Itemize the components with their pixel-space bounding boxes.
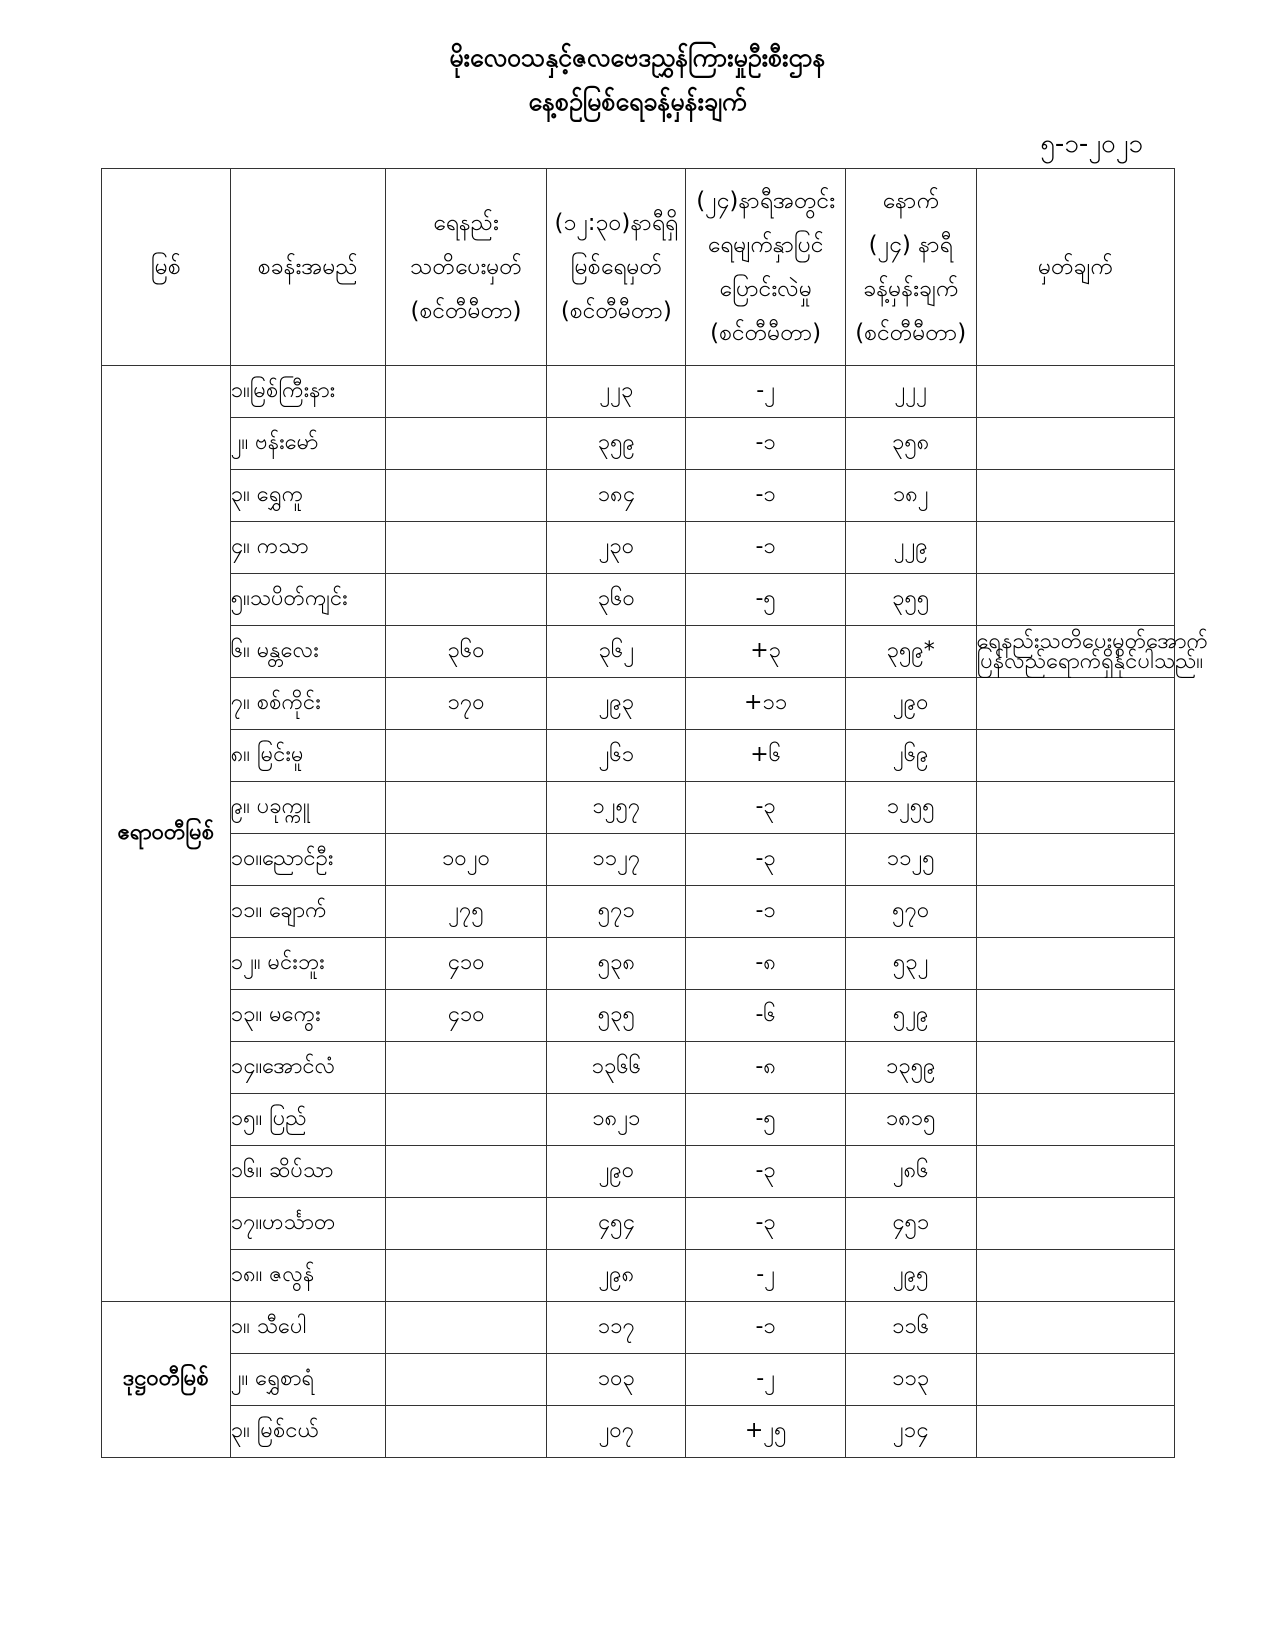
table-header-row (102, 169, 1175, 366)
table-row (102, 1302, 1175, 1354)
table-row (102, 418, 1175, 470)
change-cell: -၃ (686, 1198, 845, 1250)
header-danger-level: ရေနည်း သတိပေးမှတ် (စင်တီမီတာ) (385, 169, 546, 366)
station-cell: ၂။ ဗန်းမော် (230, 418, 385, 470)
observed-level-cell: ၅၃၈ (547, 938, 686, 990)
remark-cell (976, 418, 1174, 470)
danger-level-cell: ၁၇၀ (385, 678, 546, 730)
station-cell: ၉။ ပခုက္ကူ (230, 782, 385, 834)
change-cell: -၁ (686, 418, 845, 470)
table-row (102, 782, 1175, 834)
document-title: မိုးလေဝသနှင့်ဇလဗေဒညွှန်ကြားမှုဦးစီးဌာန (449, 43, 826, 72)
forecast-cell: ၅၃၂ (845, 938, 976, 990)
change-cell: -၁ (686, 522, 845, 574)
table-body (102, 366, 1209, 1458)
remark-cell (976, 1302, 1174, 1354)
change-cell: -၅ (686, 574, 845, 626)
remark-cell (976, 678, 1174, 730)
station-cell: ၁၈။ ဇလွန် (230, 1250, 385, 1302)
remark-cell (976, 990, 1174, 1042)
forecast-cell: ၁၈၁၅ (845, 1094, 976, 1146)
change-cell: -၁ (686, 1302, 845, 1354)
change-cell: -၂ (686, 1354, 845, 1406)
danger-level-cell (385, 418, 546, 470)
change-cell: -၂ (686, 366, 845, 418)
danger-level-cell: ၄၁၀ (385, 938, 546, 990)
header-forecast: နောက် (၂၄) နာရီ ခန့်မှန်းချက် (စင်တီမီတာ) (845, 169, 976, 366)
change-cell: -၈ (686, 938, 845, 990)
observed-level-cell: ၁၈၄ (547, 470, 686, 522)
station-cell: ၁၁။ ချောက် (230, 886, 385, 938)
observed-level-cell: ၅၇၁ (547, 886, 686, 938)
danger-level-cell: ၄၁၀ (385, 990, 546, 1042)
forecast-cell: ၃၅၈ (845, 418, 976, 470)
header-station: စခန်းအမည် (230, 169, 385, 366)
change-cell: -၅ (686, 1094, 845, 1146)
danger-level-cell: ၁၀၂၀ (385, 834, 546, 886)
station-cell: ၃။ ရွှေကူ (230, 470, 385, 522)
danger-level-cell (385, 1354, 546, 1406)
change-cell: -၁ (686, 886, 845, 938)
forecast-cell: ၂၉၅ (845, 1250, 976, 1302)
remark-cell (976, 1250, 1174, 1302)
table-row (102, 730, 1175, 782)
observed-level-cell: ၂၃၀ (547, 522, 686, 574)
danger-level-cell (385, 1406, 546, 1458)
station-cell: ၁၄။အောင်လံ (230, 1042, 385, 1094)
river-name-cell: ဒုဋ္ဌဝတီမြစ် (102, 1302, 231, 1458)
station-cell: ၃။ မြစ်ငယ် (230, 1406, 385, 1458)
remark-cell (976, 1198, 1174, 1250)
danger-level-cell (385, 1146, 546, 1198)
remark-cell (976, 574, 1174, 626)
remark-cell (976, 366, 1174, 418)
table-row (102, 886, 1175, 938)
header-river: မြစ် (102, 169, 231, 366)
table-row (102, 574, 1175, 626)
forecast-cell: ၁၈၂ (845, 470, 976, 522)
danger-level-cell (385, 730, 546, 782)
header-remarks: မှတ်ချက် (976, 169, 1174, 366)
observed-level-cell: ၁၀၃ (547, 1354, 686, 1406)
change-cell: +၂၅ (686, 1406, 845, 1458)
forecast-cell: ၂၆၉ (845, 730, 976, 782)
table-row (102, 1198, 1175, 1250)
forecast-cell: ၂၈၆ (845, 1146, 976, 1198)
change-cell: +၁၁ (686, 678, 845, 730)
observed-level-cell: ၁၂၅၇ (547, 782, 686, 834)
change-cell: +၃ (686, 626, 845, 678)
danger-level-cell (385, 522, 546, 574)
remark-cell (976, 1354, 1174, 1406)
table-row (102, 1406, 1175, 1458)
observed-level-cell: ၂၉၈ (547, 1250, 686, 1302)
danger-level-cell: ၃၆၀ (385, 626, 546, 678)
forecast-cell: ၃၅၉* (845, 626, 976, 678)
change-cell: -၃ (686, 1146, 845, 1198)
danger-level-cell (385, 1302, 546, 1354)
danger-level-cell (385, 782, 546, 834)
change-cell: -၃ (686, 834, 845, 886)
change-cell: -၈ (686, 1042, 845, 1094)
station-cell: ၂။ ရွှေစာရံ (230, 1354, 385, 1406)
change-cell: -၂ (686, 1250, 845, 1302)
remark-cell (976, 886, 1174, 938)
danger-level-cell (385, 1042, 546, 1094)
table-row (102, 834, 1175, 886)
remark-cell (976, 1146, 1174, 1198)
station-cell: ၁၃။ မကွေး (230, 990, 385, 1042)
table-row (102, 1250, 1175, 1302)
observed-level-cell: ၃၆၂ (547, 626, 686, 678)
danger-level-cell: ၂၇၅ (385, 886, 546, 938)
forecast-cell: ၅၇၀ (845, 886, 976, 938)
observed-level-cell: ၁၁၇ (547, 1302, 686, 1354)
table-row (102, 990, 1175, 1042)
forecast-cell: ၂၉၀ (845, 678, 976, 730)
forecast-cell: ၁၁၆ (845, 1302, 976, 1354)
station-cell: ၁။ သီပေါ (230, 1302, 385, 1354)
danger-level-cell (385, 1198, 546, 1250)
change-cell: -၆ (686, 990, 845, 1042)
table-row (102, 1354, 1175, 1406)
observed-level-cell: ၄၅၄ (547, 1198, 686, 1250)
observed-level-cell: ၂၂၃ (547, 366, 686, 418)
station-cell: ၇။ စစ်ကိုင်း (230, 678, 385, 730)
document-date: ၅-၁-၂၀၂၁ (1040, 129, 1143, 159)
danger-level-cell (385, 574, 546, 626)
observed-level-cell: ၁၁၂၇ (547, 834, 686, 886)
station-cell: ၈။ မြင်းမူ (230, 730, 385, 782)
forecast-cell: ၂၂၉ (845, 522, 976, 574)
observed-level-cell: ၃၆၀ (547, 574, 686, 626)
table-row (102, 366, 1175, 418)
remark-cell (976, 470, 1174, 522)
observed-level-cell: ၂၆၁ (547, 730, 686, 782)
observed-level-cell: ၂၉၀ (547, 1146, 686, 1198)
station-cell: ၄။ ကသာ (230, 522, 385, 574)
forecast-cell: ၂၁၄ (845, 1406, 976, 1458)
remark-cell (976, 782, 1174, 834)
remark-cell (976, 1094, 1174, 1146)
station-cell: ၆။ မန္တလေး (230, 626, 385, 678)
danger-level-cell (385, 366, 546, 418)
forecast-cell: ၄၅၁ (845, 1198, 976, 1250)
observed-level-cell: ၂၉၃ (547, 678, 686, 730)
station-cell: ၅။သပိတ်ကျင်း (230, 574, 385, 626)
station-cell: ၁၅။ ပြည် (230, 1094, 385, 1146)
change-cell: -၁ (686, 470, 845, 522)
change-cell: +၆ (686, 730, 845, 782)
danger-level-cell (385, 1250, 546, 1302)
remark-cell (976, 1406, 1174, 1458)
forecast-cell: ၃၅၅ (845, 574, 976, 626)
observed-level-cell: ၂၀၇ (547, 1406, 686, 1458)
remark-line: ပြန်လည်ရောက်ရှိနိုင်ပါသည်။ (976, 648, 1204, 674)
change-cell: -၃ (686, 782, 845, 834)
river-name-cell: ဧရာဝတီမြစ် (102, 366, 231, 1302)
forecast-cell: ၁၁၃ (845, 1354, 976, 1406)
remark-cell (976, 938, 1174, 990)
remark-cell (976, 626, 1209, 678)
danger-level-cell (385, 1094, 546, 1146)
station-cell: ၁၆။ ဆိပ်သာ (230, 1146, 385, 1198)
header-observed-level: (၁၂:၃၀)နာရီရှိ မြစ်ရေမှတ် (စင်တီမီတာ) (547, 169, 686, 366)
forecast-cell: ၁၂၅၅ (845, 782, 976, 834)
remark-cell (976, 834, 1174, 886)
table-row (102, 1094, 1175, 1146)
remark-line: ရေနည်းသတိပေးမှတ်အောက် (976, 628, 1209, 654)
observed-level-cell: ၁၈၂၁ (547, 1094, 686, 1146)
table-row (102, 678, 1175, 730)
table-row (102, 938, 1175, 990)
table-row (102, 1042, 1175, 1094)
forecast-cell: ၂၂၂ (845, 366, 976, 418)
table-row (102, 1146, 1175, 1198)
remark-cell (976, 1042, 1174, 1094)
station-cell: ၁၇။ဟင်္သာတ (230, 1198, 385, 1250)
station-cell: ၁၀။ညောင်ဦး (230, 834, 385, 886)
station-cell: ၁။မြစ်ကြီးနား (230, 366, 385, 418)
forecast-cell: ၅၂၉ (845, 990, 976, 1042)
header-24h-change: (၂၄)နာရီအတွင်း ရေမျက်နှာပြင် ပြောင်းလဲမှု (စင်တီမီတာ) (686, 169, 845, 366)
danger-level-cell (385, 470, 546, 522)
remark-cell (976, 730, 1174, 782)
forecast-cell: ၁၁၂၅ (845, 834, 976, 886)
observed-level-cell: ၁၃၆၆ (547, 1042, 686, 1094)
station-cell: ၁၂။ မင်းဘူး (230, 938, 385, 990)
river-level-table (101, 168, 1209, 1458)
observed-level-cell: ၅၃၅ (547, 990, 686, 1042)
table-row (102, 626, 1175, 678)
remark-cell (976, 522, 1174, 574)
table-row (102, 470, 1175, 522)
forecast-cell: ၁၃၅၉ (845, 1042, 976, 1094)
table-row (102, 522, 1175, 574)
document-subtitle: နေ့စဉ်မြစ်ရေခန့်မှန်းချက် (528, 87, 747, 116)
observed-level-cell: ၃၅၉ (547, 418, 686, 470)
